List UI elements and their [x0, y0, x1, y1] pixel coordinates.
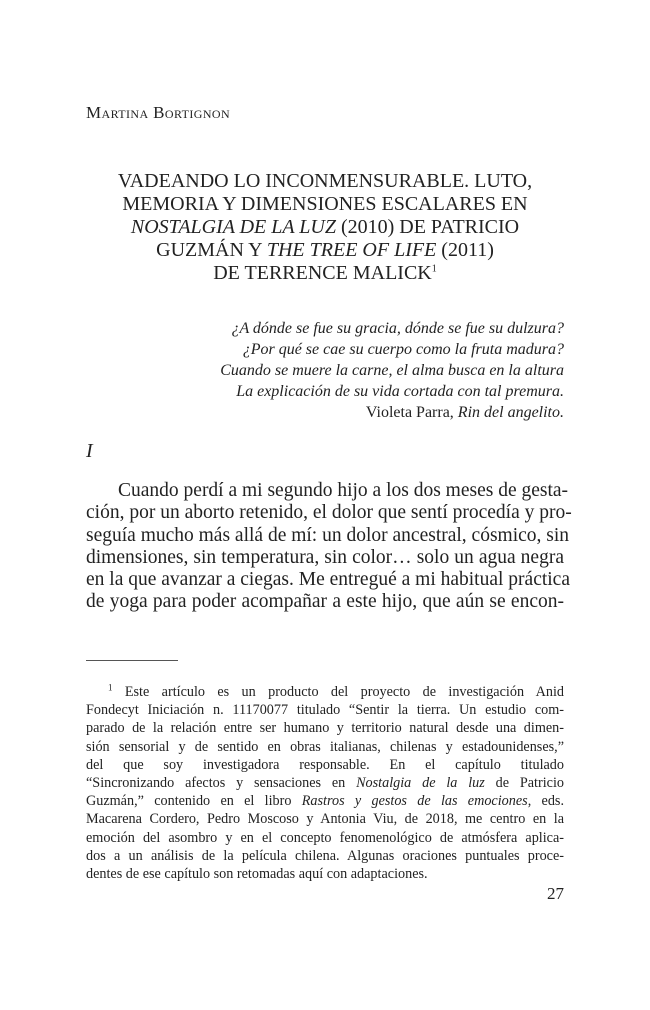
epigraph-line: ¿Por qué se cae su cuerpo como la fruta madura?: [242, 341, 564, 358]
epigraph-line: Cuando se muere la carne, el alma busca en la altura: [220, 362, 564, 379]
title-film-nostalgia: NOSTALGIA DE LA LUZ: [130, 216, 336, 238]
footnote-text: de Patricio: [484, 775, 564, 792]
title-footnote-mark[interactable]: 1: [431, 263, 437, 275]
article-title: [86, 170, 564, 285]
footnote-line: [86, 774, 564, 792]
body-line: ción, por un aborto retenido, el dolor que sentí procedía y pro-: [86, 502, 572, 524]
title-line-text: DE TERRENCE MALICK: [213, 262, 432, 284]
epigraph: [144, 318, 564, 423]
footnote: [86, 683, 564, 883]
title-line: VADEANDO LO INCONMENSURABLE. LUTO,: [117, 170, 533, 192]
body-line: dimensiones, sin temperatura, sin color… solo un agua negra: [86, 546, 564, 568]
page-number: 27: [547, 884, 564, 903]
body-line: de yoga para poder acompañar a este hijo, que aún se encon-: [86, 591, 564, 613]
footnote-text: Guzmán,” contenido en el libro: [86, 793, 302, 810]
epigraph-work: Rin del angelito.: [457, 404, 564, 421]
body-line: seguía mucho más allá de mí: un dolor ancestral, cósmico, sin: [86, 524, 570, 546]
footnote-book-title: Rastros y gestos de las emociones: [301, 793, 528, 810]
running-header-author: Martina Bortignon: [86, 103, 231, 122]
title-line-start: GUZMÁN Y: [156, 239, 267, 261]
epigraph-line: ¿A dónde se fue su gracia, dónde se fue su dulzura?: [231, 320, 564, 337]
footnote-film-title: Nostalgia de la luz: [356, 775, 485, 792]
title-line-rest: (2011): [436, 239, 494, 261]
title-line: [86, 216, 564, 239]
footnote-line: emoción del asombro y en el concepto fenomenológico de atmósfera aplica-: [86, 829, 564, 846]
footnote-line: Fondecyt Iniciación n. 11170077 titulado “Sentir la tierra. Un estudio com-: [86, 702, 564, 719]
epigraph-line: La explicación de su vida cortada con tal premura.: [236, 383, 564, 400]
title-film-tree-of-life: THE TREE OF LIFE: [266, 239, 437, 261]
footnote-text: , eds.: [527, 793, 564, 810]
footnote-line: dentes de ese capítulo son retomadas aquí con adaptaciones.: [86, 866, 428, 883]
title-line-rest: (2010) DE PATRICIO: [335, 216, 520, 238]
footnote-line: [86, 683, 564, 701]
footnote-text: “Sincronizando afectos y sensaciones en: [86, 775, 357, 792]
footnote-mark: 1: [108, 682, 113, 693]
footnote-line: parado de la relación entre ser humano y territorio natural desde una dimen-: [86, 720, 564, 737]
body-line: Cuando perdí a mi segundo hijo a los dos meses de gesta-: [118, 480, 569, 501]
epigraph-attribution: [144, 402, 564, 423]
footnote-text: Este artículo es un producto del proyecto de investigación Anid: [112, 684, 564, 700]
footnote-divider: [86, 660, 178, 661]
section-numeral: I: [86, 440, 93, 462]
title-line: [86, 239, 564, 262]
body-paragraph: [86, 480, 572, 614]
footnote-line: sión sensorial y de sentido en obras italianas, chilenas y estadounidenses,”: [86, 738, 564, 755]
title-line: MEMORIA Y DIMENSIONES ESCALARES EN: [122, 193, 528, 215]
footnote-line: del que soy investigadora responsable. En el capítulo titulado: [86, 756, 564, 773]
body-line: en la que avanzar a ciegas. Me entregué a mi habitual práctica: [86, 569, 570, 591]
footnote-line: Macarena Cordero, Pedro Moscoso y Antonia Viu, de 2018, me centro en la: [86, 811, 564, 828]
epigraph-author: Violeta Parra,: [365, 404, 458, 421]
title-line: [86, 262, 564, 285]
footnote-line: [86, 792, 564, 810]
footnote-line: dos a un análisis de la película chilena. Algunas oraciones puntuales proce-: [86, 847, 564, 864]
